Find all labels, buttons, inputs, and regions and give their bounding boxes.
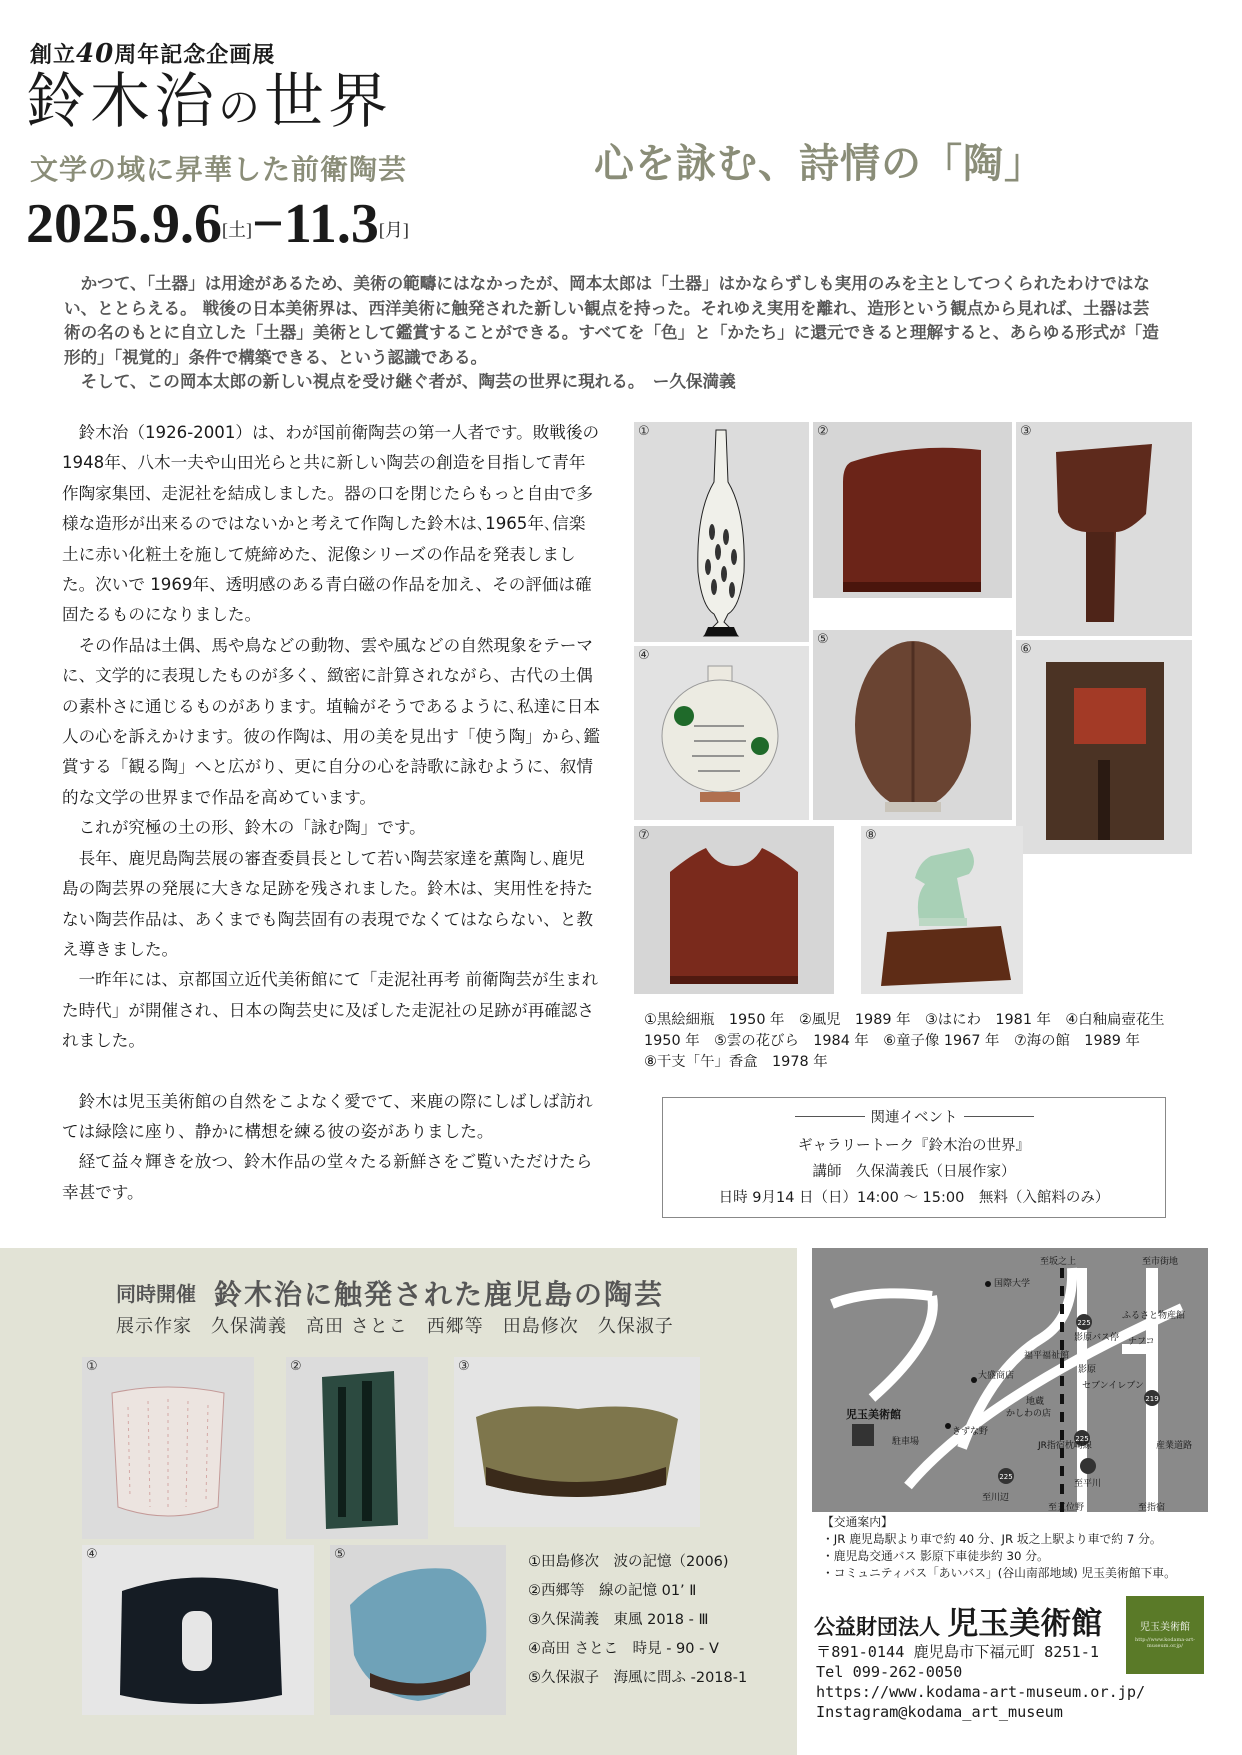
map-label-museum: 児玉美術館 (846, 1408, 901, 1421)
event-lecturer: 講師 久保満義氏（日展作家） (812, 1164, 1016, 1180)
exhibition-dates: 2025.9.6[土]−11.3[月] (26, 193, 409, 255)
map-label-seven: セブンイレブン (1082, 1381, 1144, 1391)
map-label-parking: 駐車場 (892, 1437, 920, 1447)
map-route-219: 219 (1145, 1395, 1159, 1403)
event-datetime: 日時 9月14 日（日）14:00 〜 15:00 無料（入館料のみ） (718, 1190, 1110, 1206)
map-label-goishino: 至五位野 (1048, 1503, 1085, 1512)
event-heading: 関連イベント (870, 1110, 958, 1126)
museum-address: 〒891-0144 鹿児島市下福元町 8251-1 (816, 1643, 1099, 1661)
museum-tel: Tel 099-262-0050 (816, 1663, 963, 1681)
concurrent-caption: ①田島修次 波の記憶（2006) ②西郷等 線の記憶 01’ Ⅱ ③久保満義 東風 2018 - Ⅲ ④高田 さとこ 時見 - 90 - Ⅴ ⑤久保淑子 海風に問ふ -2018-1 (528, 1554, 748, 1686)
photo-1-vase: ① (634, 422, 809, 642)
map-route-225c: 225 (999, 1473, 1013, 1481)
map-label-kagebus: 影原バス停 (1074, 1333, 1120, 1343)
map-route-225a: 225 (1077, 1319, 1091, 1327)
museum-logo: 児玉美術館 http://www.kodama-art-museum.or.jp/ (1126, 1596, 1204, 1674)
map-label-kizuna: きずな野 (952, 1427, 989, 1437)
photo-7-sea-house: ⑦ (634, 826, 834, 994)
access-map (812, 1248, 1208, 1512)
catchphrase: 心を詠む、詩情の「陶」 (594, 140, 1045, 187)
map-label-kawabe: 至川辺 (982, 1493, 1010, 1503)
photo-5-cloud-petal: ⑤ (813, 630, 1012, 820)
map-label-sangyo: 産業道路 (1156, 1441, 1193, 1451)
museum-instagram[interactable]: Instagram@kodama_art_museum (816, 1703, 1063, 1721)
intro-quote: かつて、「土器」は用途があるため、美術の範疇にはなかったが、岡本太郎は「土器」はかならずしも実用のみを主としてつくられたわけではない、ととらえる。 戦後の日本美術界は、西洋美術に触発された新しい観点を持った。それゆえ実用を離れ、造形という観点から見れば、土器は芸術の名のもとに自立した「土器」美術として鑑賞することができる。すべてを「色」と「かたち」に還元できると理解すると、あらゆる形式が「造形的」「視覚的」条件で構築できる、という認識である。 そして、この岡本太郎の新しい視点を受け継ぐ者が、陶芸の世界に現れる。 ー久保満義 (64, 274, 1159, 391)
concurrent-photo-4: ④ (82, 1545, 314, 1715)
related-event-box (662, 1097, 1166, 1218)
map-label-shigaichi: 至市街地 (1142, 1257, 1179, 1267)
concurrent-photo-2: ② (286, 1357, 428, 1539)
map-label-kageharu: 影原 (1078, 1365, 1097, 1375)
map-label-taishin: 大盛商店 (978, 1371, 1015, 1381)
map-label-furusato: ふるさと物産館 (1122, 1311, 1186, 1321)
map-route-225b: 225 (1075, 1435, 1089, 1443)
map-label-jr: JR指宿枕崎線 (1038, 1441, 1092, 1451)
map-label-nafuko: ナフコ (1128, 1337, 1155, 1347)
museum-contact (816, 1642, 1145, 1722)
access-info: 【交通案内】 ・JR 鹿児島駅より車で約 40 分、JR 坂之上駅より車で約 7 分。 ・鹿児島交通バス 影原下車徒歩約 30 分。 ・コミュニティバス「あいバス」(谷山南部地域) 児玉美術館下車。 (822, 1515, 1176, 1580)
map-label-hirakawa: 至平川 (1074, 1479, 1102, 1489)
map-label-chimei: 地蔵 (1026, 1397, 1045, 1407)
map-label-sakanoue: 至坂之上 (1040, 1257, 1077, 1267)
museum-name: 公益財団法人 児玉美術館 (814, 1606, 1103, 1642)
museum-url[interactable]: https://www.kodama-art-museum.or.jp/ (816, 1683, 1146, 1701)
body-text: 鈴木治（1926-2001）は、わが国前衛陶芸の第一人者です。敗戦後の 1948年、八木一夫や山田光らと共に新しい陶芸の創造を目指して青年作陶家集団、走泥社を結成しました。器の口を閉じたらもっと自由で多様な造形が出来るのではないかと考えて作陶した鈴木は､1965年､信楽土に赤い化粧土を施して焼締めた、泥像シリーズの作品を発表しました。次いで 1969年、透明感のある青白磁の作品を加え、その評価は確固たるものになりました。 その作品は土偶、馬や鳥などの動物、雲や風などの自然現象をテーマに、文学的に表現したものが多く、緻密に計算されながら、古代の土偶の素朴さに通じるものがあります。埴輪がそうであるように､私達に日本人の心を訴えかけます。彼の作陶は、用の美を見出す「使う陶」から､鑑賞する「観る陶」へと広がり、更に自分の心を詩歌に詠むように、叙情的な文学の世界まで作品を高めています。 これが究極の土の形、鈴木の「詠む陶」です。 長年、鹿児島陶芸展の審査委員長として若い陶芸家達を薫陶し､鹿児島の陶芸界の発展に大きな足跡を残されました。鈴木は、実用性を持たない陶芸作品は、あくまでも陶芸固有の表現でなくてはならない、と教え導きました。 一昨年には、京都国立近代美術館にて「走泥社再考 前衛陶芸が生まれた時代」が開催され、日本の陶芸史に及ぼした走泥社の足跡が再確認されました。 鈴木は児玉美術館の自然をこよなく愛でて、来鹿の際にしばしば訪れては緑陰に座り、静かに構想を練る彼の姿がありました。 経て益々輝きを放つ、鈴木作品の堂々たる新鮮さをご覧いただけたら幸甚です。 (62, 423, 600, 1202)
exhibition-subtitle: 文学の域に昇華した前衛陶芸 (30, 153, 408, 186)
map-label-fukuhira: 福平福祉館 (1024, 1351, 1070, 1361)
concurrent-label: 同時開催 (116, 1282, 196, 1306)
works-caption: ①黒絵細瓶 1950 年 ②風児 1989 年 ③はにわ 1981 年 ④白釉扁壺花生 1950 年 ⑤雲の花びら 1984 年 ⑥童子像 1967 年 ⑦海の館 1989 年 ⑧干支「午」香盒 1978 年 (644, 1012, 1165, 1070)
concurrent-artists: 展示作家 久保満義 高田 さとこ 西郷等 田島修次 久保淑子 (116, 1316, 674, 1337)
map-label-kokusai: 国際大学 (994, 1279, 1031, 1289)
photo-3-haniwa: ③ (1016, 422, 1192, 636)
concurrent-photo-5: ⑤ (330, 1545, 506, 1715)
photo-6-doji: ⑥ (1016, 640, 1192, 854)
photo-2-fuuji: ② (813, 422, 1012, 598)
concurrent-photo-1: ① (82, 1357, 254, 1539)
concurrent-title: 鈴木治に触発された鹿児島の陶芸 (214, 1278, 665, 1311)
map-label-ibusuki: 至指宿 (1138, 1503, 1166, 1512)
pre-title: 創立40周年記念企画展 (30, 39, 276, 69)
event-title: ギャラリートーク『鈴木治の世界』 (798, 1138, 1030, 1154)
concurrent-photo-3: ③ (454, 1357, 700, 1527)
map-label-kashiwa: かしわの店 (1006, 1409, 1052, 1419)
photo-8-horse-incense: ⑧ (861, 826, 1023, 994)
photo-4-flat-vase: ④ (634, 646, 809, 820)
exhibition-title: 鈴木治の世界 (26, 67, 393, 137)
